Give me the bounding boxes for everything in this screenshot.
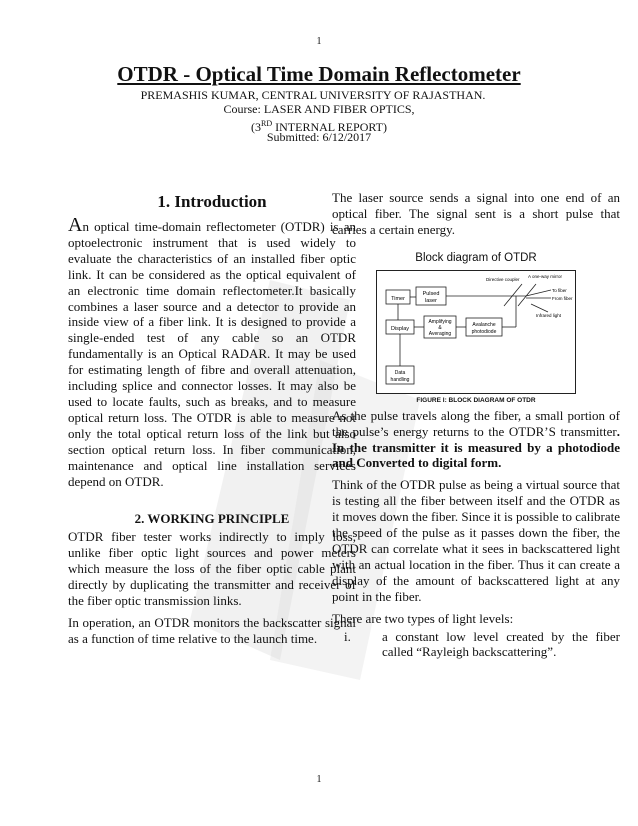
report-line: (3RD INTERNAL REPORT)	[251, 119, 387, 134]
author-line: PREMASHIS KUMAR, CENTRAL UNIVERSITY OF RAJASTHAN.	[140, 88, 486, 102]
list-item: i. a constant low level created by the fiber called “Rayleigh backscattering”.	[344, 628, 620, 660]
left-column	[68, 190, 356, 647]
svg-text:To fiber: To fiber	[552, 287, 567, 293]
svg-text:photodiode: photodiode	[471, 328, 497, 335]
laser-paragraph: The laser source sends a signal into one end of an optical fiber. The signal sent is a short pulse that carries a certain energy.	[332, 190, 620, 237]
svg-text:Pulsed: Pulsed	[422, 290, 440, 297]
data-handling-block	[386, 366, 414, 384]
pulsed-laser-block	[416, 287, 446, 305]
right-column	[332, 190, 620, 660]
timer-block	[386, 290, 410, 304]
svg-text:A one-way mirror: A one-way mirror	[528, 273, 563, 279]
introduction-heading: 1. Introduction	[157, 192, 267, 211]
virtual-source-paragraph: Think of the OTDR pulse as being a virtual source that is testing all the fiber between itself and the OTDR as it moves down the fiber. Since it is possible to calibrate the speed of the pulse as it passes down the fiber, the OTDR can correlate what it sees in backscattered light with an actual location in the fiber. Thus it can create a display of the amount of backscattered light at any point in the fiber.	[332, 477, 620, 604]
svg-text:Averaging: Averaging	[428, 330, 452, 337]
display-block	[386, 320, 414, 334]
svg-text:Data: Data	[394, 369, 406, 376]
course-line: Course: LASER AND FIBER OPTICS,	[223, 102, 415, 116]
introduction-paragraph: An optical time-domain reflectometer (OTDR) is an optoelectronic instrument that is used widely to evaluate the characteristics of an installed fiber optic link. It can be considered as the optical equivalent of an electronic time domain reflectometer.It basically combines a laser source and a detector to provide an inside view of a fiber link. It is designed to provide a single-ended test of any cable so an OTDR fundamentally is an Optical RADAR. It may be used for estimating length of fibre and overall attenuation, including splice and connector losses. It may also be used to locate faults, such as breaks, and to measure optical return loss. The OTDR is able to measure not only the total optical return loss of the link but also section optical return loss. In fiber communication, maintenance and optical line installation services depend on OTDR.	[68, 214, 356, 489]
svg-text:Infrared light: Infrared light	[536, 312, 562, 318]
pulse-paragraph: As the pulse travels along the fiber, a small portion of the pulse’s energy returns to the OTDR’S transmitter. In the transmitter it is measured by a photodiode and Converted to digital form.	[332, 407, 620, 471]
svg-text:Avalanche: Avalanche	[472, 321, 496, 328]
svg-text:handling: handling	[390, 376, 410, 383]
svg-text:&: &	[438, 324, 442, 331]
svg-text:Display: Display	[390, 325, 410, 332]
figure-caption: FIGURE I: BLOCK DIAGRAM OF OTDR	[416, 396, 536, 404]
diagram-title: Block diagram of OTDR	[415, 251, 537, 264]
submitted-line: Submitted: 6/12/2017	[266, 130, 372, 144]
working-paragraph-1: OTDR fiber tester works indirectly to imply loss, unlike fiber optic light sources and power meters which measure the loss of the fiber optic cable plant directly by duplicating the transmitter and receiver of the fiber optic transmission links.	[68, 529, 356, 609]
light-levels-paragraph: There are two types of light levels:	[332, 610, 514, 626]
svg-text:Amplifying: Amplifying	[428, 318, 452, 325]
drop-cap: A	[68, 214, 83, 236]
otdr-block-diagram	[376, 270, 576, 394]
working-principle-heading: 2. WORKING PRINCIPLE	[134, 511, 290, 527]
avalanche-photodiode-block	[466, 318, 502, 336]
svg-text:From fiber: From fiber	[552, 295, 573, 301]
working-paragraph-2: In operation, an OTDR monitors the backscatter signal as a function of time relative to the launch time.	[68, 614, 356, 646]
svg-text:laser: laser	[425, 297, 437, 304]
svg-text:Timer: Timer	[391, 295, 405, 302]
page-number-bottom: 1	[316, 774, 322, 785]
page-number-top: 1	[316, 36, 322, 47]
paper-title: OTDR - Optical Time Domain Reflectometer	[117, 62, 521, 86]
svg-text:Directive coupler: Directive coupler	[486, 276, 520, 282]
amplifying-block	[424, 316, 456, 338]
